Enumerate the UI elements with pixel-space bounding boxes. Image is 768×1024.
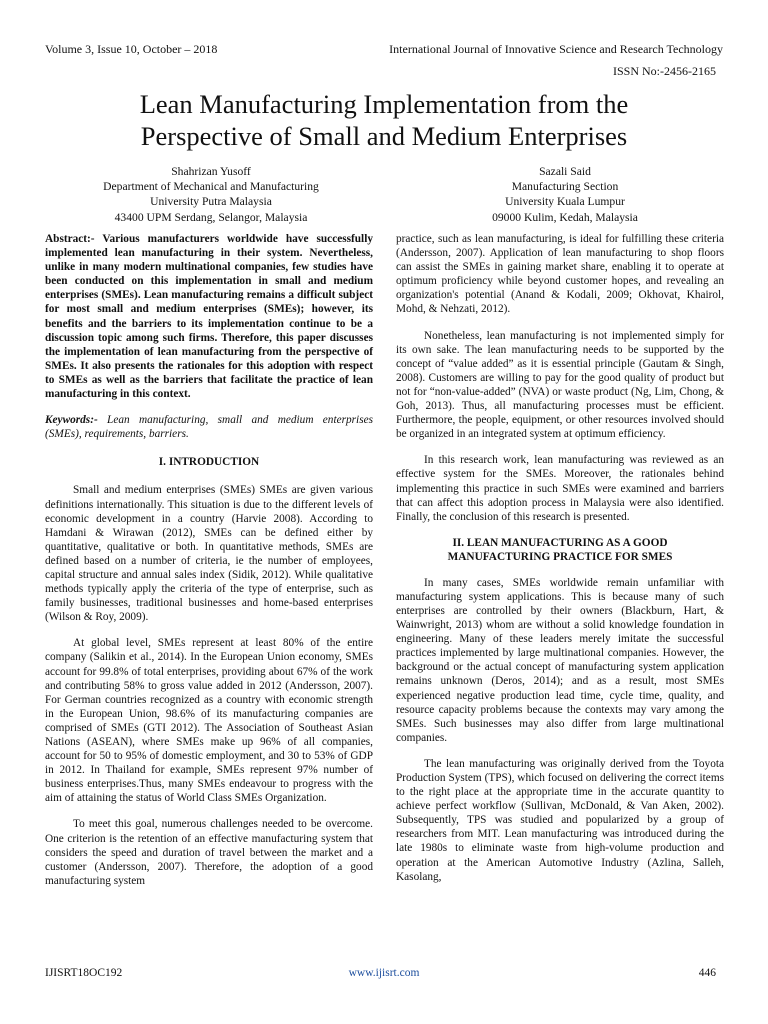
author-name: Sazali Said: [539, 165, 591, 178]
volume-info: Volume 3, Issue 10, October – 2018: [45, 42, 218, 56]
paragraph: At global level, SMEs represent at least 80% of the entire company (Salikin et al., 2014). In the European Union economy, SMEs account for 99.8% of total enterprises, providing about 67% of the work and contributing 58% to gross value added in 2012 (Andersson, 2007). For German countries recognized as a country with economic strength in the European Union, 98.6% of its manufacturing companies are comprised of SMEs (GTI 2012). The Association of Southeast Asian Nations (ASEAN), where SMEs make up 96% of all companies, account for 50 to 95% of domestic employment, and 30 to 53% of GDP in 2012. In Thailand for example, SMEs represent 97% number of business enterprises.Thus, many SMEs endeavour to progress with the aim of attaining the status of World Class SMEs Organization.: [45, 637, 373, 805]
keywords-text: Lean manufacturing, small and medium enterprises (SMEs), requirements, barriers.: [45, 414, 373, 441]
paragraph: practice, such as lean manufacturing, is ideal for fulfilling these criteria (Andersson, 2007). Application of lean manufacturing to shop floors can assist the SMEs in gaining market share, enabling it to operate at optimum proficiency while beyond customer hopes, and revealing an organization's potential (Anand & Kodali, 2009; Okhovat, Khairol, Mohd, & Nehzati, 2012).: [396, 233, 724, 316]
paragraph: In this research work, lean manufacturing was reviewed as an effective system for the SMEs. Moreover, the rationales behind implementing this practice in such SMEs were examined and barriers that can affect this adoption process in Malaysia were also identified. Finally, the conclusion of this research is presented.: [396, 454, 724, 523]
author-department: Department of Mechanical and Manufacturing: [103, 180, 319, 194]
journal-name: International Journal of Innovative Science and Research Technology: [389, 42, 723, 56]
author-department: Manufacturing Section: [511, 180, 619, 194]
keywords-label: Keywords:-: [45, 414, 98, 427]
author-block-2: [410, 164, 720, 225]
author-block-1: [60, 164, 362, 225]
keywords: [45, 413, 373, 441]
title-line-1: Lean Manufacturing Implementation from the: [139, 89, 629, 119]
author-name: Shahrizan Yusoff: [171, 165, 251, 178]
paragraph: Nonetheless, lean manufacturing is not implemented simply for its own sake. The lean manufacturing needs to be supported by the concept of “value added” as it is essential principle (Gautam & Singh, 2008). Customers are willing to pay for the good quality of product but not for “non-value-added” (NVA) or waste product (Ng, Lim, Chong, & Goh, 2013). Thus, all manufacturing processes must be efficient. Furthermore, the people, equipment, or other resources involved should be organized in an integrated system at optimum efficiency.: [396, 329, 724, 441]
page-number: 446: [698, 967, 716, 979]
author-address: 09000 Kulim, Kedah, Malaysia: [492, 210, 638, 224]
abstract: Abstract:- Various manufacturers worldwide have successfully implemented lean manufacturing in their system. Nevertheless, unlike in many modern multinational companies, few studies have been conducted on this implementation in small and medium enterprises (SMEs). Lean manufacturing remains a difficult subject for most small and medium enterprises (SMEs); however, its benefits and the barriers to its implementation continue to be a discussion topic among such firms. Therefore, this paper discusses the implementation of lean manufacturing from the perspective of SMEs. It also presents the rationales for this adoption with respect to SMEs as well as the barriers that facilitate the practice of lean manufacturing in this context.: [45, 233, 373, 401]
paragraph: To meet this goal, numerous challenges needed to be overcome. One criterion is the retention of an effective manufacturing system that considers the speed and duration of travel between the market and a customer (Andersson, 2007). Therefore, the adoption of a good manufacturing system: [45, 818, 373, 887]
author-institution: University Kuala Lumpur: [505, 195, 625, 209]
left-column: [45, 232, 373, 900]
paper-title: [40, 88, 728, 152]
author-address: 43400 UPM Serdang, Selangor, Malaysia: [114, 210, 308, 224]
issn: ISSN No:-2456-2165: [612, 64, 716, 78]
paragraph: The lean manufacturing was originally derived from the Toyota Production System (TPS), which focused on delivering the correct items to the right place at the appropriate time in the accurate quantity to achieve perfect workflow (Sullivan, McDonald, & Van Aken, 2002). Subsequently, TPS was studied and popularized by a group of researchers from MIT. Lean manufacturing was introduced during the late 1980s to eliminate waste from high-volume production and operation at the American Automotive Industry (Azlina, Salleh, Kasolang,: [396, 757, 724, 883]
section-heading-introduction: I. INTRODUCTION: [158, 456, 260, 469]
paragraph: In many cases, SMEs worldwide remain unfamiliar with manufacturing system applications. This is because many of such enterprises are controlled by their owners (Blackburn, Hart, & Wainwright, 2013) whom are without a solid knowledge foundation in engineering. Many of these leaders merely imitate the successful practices implemented by large multinational companies. However, the background or the actual concept of manufacturing system application remains unknown (Deros, 2014); and as a result, most SMEs experienced negative production lead time, cycle time, quality, and resource capacity problems because the contexts may vary among the SMEs. Such businesses may also differ from large multinational companies.: [396, 576, 724, 744]
section-heading-lean-manufacturing: [396, 536, 724, 564]
paper-code: IJISRT18OC192: [45, 967, 123, 979]
section-heading-line-2: MANUFACTURING PRACTICE FOR SMES: [447, 550, 673, 563]
title-line-2: Perspective of Small and Medium Enterprises: [140, 121, 628, 151]
author-institution: University Putra Malaysia: [150, 195, 272, 209]
right-column: [396, 232, 724, 896]
section-heading-line-1: II. LEAN MANUFACTURING AS A GOOD: [452, 536, 668, 549]
journal-website-link[interactable]: www.ijisrt.com: [348, 967, 420, 979]
paragraph: Small and medium enterprises (SMEs) SMEs are given various definitions internationally. This situation is due to the different levels of economic development in a country (Harvie 2008). According to Hamdani & Wirawan (2012), SMEs can be defined either by quantitative, qualitative or both. In quantitative methods, SMEs are defined based on a number of criteria, ie the number of employees, capital structure and annual sales index (Sidik, 2012). While qualitative methods typically apply the criteria of the type of enterprise, such as family businesses, traditional businesses and home-based enterprises (Wilson & Roy, 2009).: [45, 484, 373, 624]
